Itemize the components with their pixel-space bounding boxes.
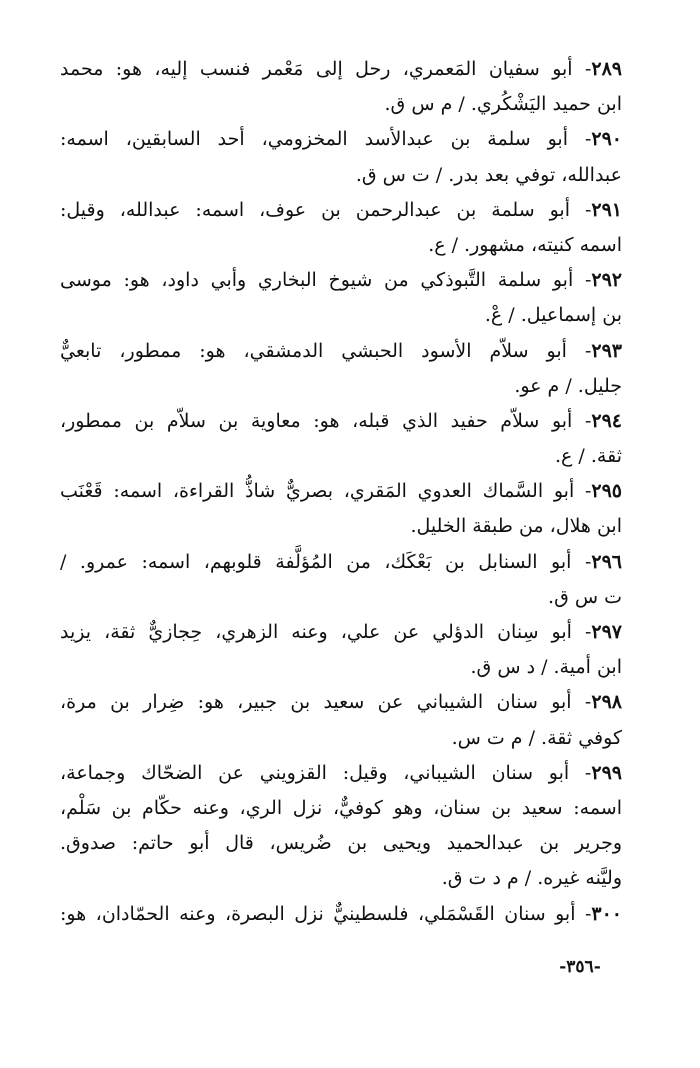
entry-line: عبدالله، توفي بعد بدر. / ت س ق. [355,163,622,186]
entry-291 [60,193,622,263]
entry-text: أبو سِنان الدؤلي عن علي، وعنه الزهري، حِجازيٌّ ثقة، يزيد [60,621,572,643]
entry-line: ٢٩٥- أبو السَّماك العدوي المَقري، بصريٌّ شاذُّ القراءة، اسمه: قَعْنَب [60,480,622,503]
entry-number: ٢٨٩ [591,58,622,80]
entry-text: أبو سفيان المَعمري، رحل إلى مَعْمر فنسب إليه، هو: محمد [60,58,573,80]
entry-number: ٢٩٥ [591,480,622,503]
entry-line: جليل. / م عو. [514,374,622,397]
entry-number: ٢٩٨ [591,691,622,714]
entry-line: ثقة. / ع. [555,445,622,468]
entry-296 [60,545,622,615]
entry-300 [60,897,622,932]
entry-line: اسمه كنيته، مشهور. / ع. [428,233,622,256]
page-number: -٣٥٦- [559,957,601,977]
entry-line: ٢٩٤- أبو سلاّم حفيد الذي قبله، هو: معاوية بن سلاّم بن ممطور، [60,409,622,432]
entry-line: ٢٩٨- أبو سنان الشيباني عن سعيد بن جبير، هو: ضِرار بن مرة، [60,691,622,714]
entry-text: أبو سنان الشيباني، وقيل: القزويني عن الضحّاك وجماعة، [60,761,570,784]
entry-text: أبو السَّماك العدوي المَقري، بصريٌّ شاذُّ القراءة، اسمه: قَعْنَب [60,480,575,503]
entry-line: ٢٩٢- أبو سلمة التَّبوذكي من شيوخ البخاري وأبي داود، هو: موسى [60,269,622,292]
entry-text: أبو سنان القَسْمَلي، فلسطينيٌّ نزل البصرة، وعنه الحمّادان، هو: [60,902,576,925]
entry-298 [60,685,622,755]
entry-line: اسمه: سعيد بن سنان، وهو كوفيٌّ، نزل الري، وعنه حكّام بن سَلْم، [60,796,622,819]
entry-number: ٢٩١ [591,198,622,221]
entry-text: أبو سلمة بن عبدالرحمن بن عوف، اسمه: عبدالله، وقيل: [60,198,570,221]
entry-number: ٢٩٠ [591,128,622,151]
entry-number: ٢٩٢ [591,269,622,292]
entry-292 [60,263,622,333]
entry-number: ٢٩٩ [591,761,622,784]
entry-297 [60,615,622,685]
entry-line: ٢٩١- أبو سلمة بن عبدالرحمن بن عوف، اسمه: عبدالله، وقيل: [60,198,622,221]
entry-text: أبو سلاّم الأسود الحبشي الدمشقي، هو: ممطور، تابعيٌّ [60,339,567,362]
entry-line: وجرير بن عبدالحميد ويحيى بن ضُريس، قال أبو حاتم: صدوق. [60,832,622,855]
entry-line: ٢٩٧- أبو سِنان الدؤلي عن علي، وعنه الزهري، حِجازيٌّ ثقة، يزيد [60,621,622,643]
entry-295 [60,474,622,544]
entry-text: أبو سلمة التَّبوذكي من شيوخ البخاري وأبي داود، هو: موسى [60,269,574,292]
entry-line: ٢٩٩- أبو سنان الشيباني، وقيل: القزويني عن الضحّاك وجماعة، [60,761,622,784]
entry-number: ٢٩٣ [591,339,622,362]
entry-294 [60,404,622,474]
entry-line: ٢٩٣- أبو سلاّم الأسود الحبشي الدمشقي، هو: ممطور، تابعيٌّ [60,339,622,362]
entry-line: ٢٨٩- أبو سفيان المَعمري، رحل إلى مَعْمر فنسب إليه، هو: محمد [60,58,622,80]
entry-line: ٢٩٦- أبو السنابل بن بَعْكَك، من المُؤلَّفة قلوبهم، اسمه: عمرو. / [60,550,622,573]
entry-number: ٢٩٦ [591,550,622,573]
entry-290 [60,122,622,192]
entry-text: أبو سلمة بن عبدالأسد المخزومي، أحد السابقين، اسمه: [60,128,569,151]
entry-299 [60,756,622,897]
entry-line: ابن هلال، من طبقة الخليل. [410,515,622,538]
entry-number: ٣٠٠ [591,902,622,925]
entry-line: وليَّنه غيره. / م د ت ق. [441,867,622,890]
entries-list [60,52,622,932]
entry-number: ٢٩٤ [591,409,622,432]
entry-line: كوفي ثقة. / م ت س. [451,726,622,749]
entry-line: ٣٠٠- أبو سنان القَسْمَلي، فلسطينيٌّ نزل البصرة، وعنه الحمّادان، هو: [60,902,622,925]
entry-number: ٢٩٧ [591,621,622,643]
entry-line: ت س ق. [548,585,622,608]
entry-text: أبو سنان الشيباني عن سعيد بن جبير، هو: ضِرار بن مرة، [60,691,572,714]
entry-293 [60,334,622,404]
entry-text: أبو السنابل بن بَعْكَك، من المُؤلَّفة قلوبهم، اسمه: عمرو. / [60,550,572,573]
entry-line: ابن أمية. / د س ق. [470,656,622,679]
entry-line: ابن حميد اليَشْكُري. / م س ق. [384,93,622,116]
entry-line: بن إسماعيل. / عْ. [484,304,622,327]
entry-text: أبو سلاّم حفيد الذي قبله، هو: معاوية بن سلاّم بن ممطور، [60,409,573,432]
entry-line: ٢٩٠- أبو سلمة بن عبدالأسد المخزومي، أحد السابقين، اسمه: [60,128,622,151]
entry-289 [60,52,622,122]
